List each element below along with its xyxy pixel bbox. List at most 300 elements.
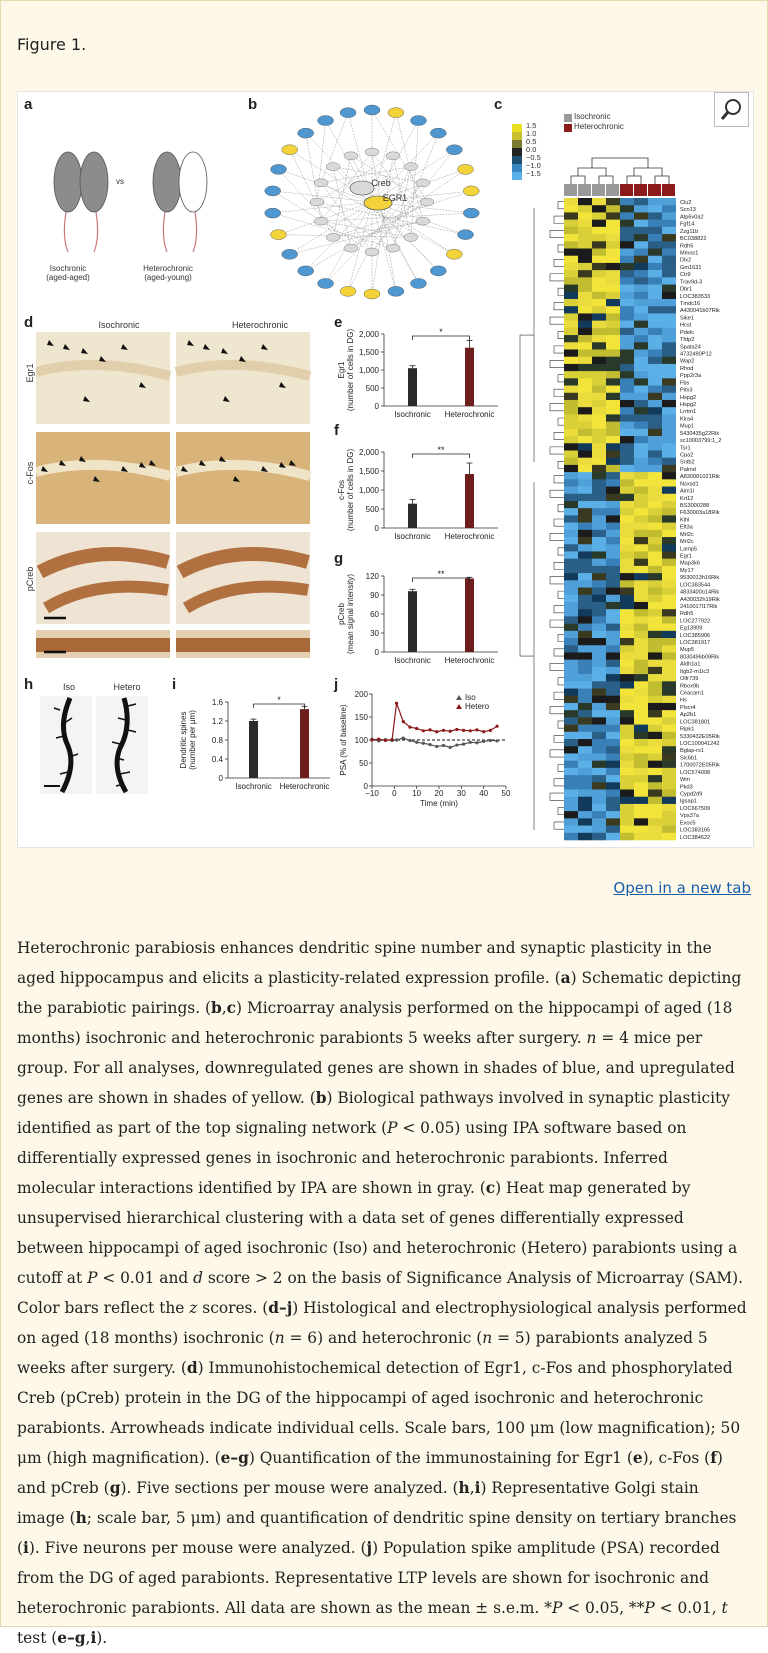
heatmap-cell (620, 616, 634, 624)
gene-label: Map3k6 (680, 560, 700, 567)
dendrogram-branch (558, 548, 564, 555)
heatmap-cell (634, 263, 648, 271)
heatmap-cell (606, 696, 620, 704)
data-point (489, 729, 492, 732)
gene-label: Tfdp2 (680, 337, 695, 344)
isochronic-legend-swatch (564, 114, 572, 122)
zscore-label: 1.5 (526, 121, 537, 130)
heatmap-cell (648, 414, 662, 422)
heatmap-cell (634, 523, 648, 531)
bar (408, 368, 417, 406)
group-bar-cell (634, 184, 647, 196)
heatmap-cell (564, 609, 578, 617)
heatmap-cell (662, 739, 676, 747)
data-point (462, 743, 465, 746)
heatmap-cell (620, 277, 634, 285)
group-bar-cell (606, 184, 619, 196)
dendrogram-branch (550, 447, 564, 454)
dendrogram-branch (550, 230, 564, 237)
data-point (449, 730, 452, 733)
column-dendrogram (571, 158, 669, 184)
gene-label: A430032h19Rik (680, 596, 720, 603)
heatmap-cell (662, 292, 676, 300)
heatmap-cell (606, 804, 620, 812)
heatmap-cell (564, 270, 578, 278)
gene-label: Elt3a (680, 524, 693, 531)
heatmap-cell (662, 364, 676, 372)
network-node (282, 145, 298, 155)
y-axis-label: (mean signal intensity) (346, 573, 355, 655)
heatmap-cell (662, 422, 676, 430)
heatmap-cell (592, 494, 606, 502)
heatmap-cell (606, 328, 620, 336)
heatmap-cell (662, 472, 676, 480)
network-node (463, 186, 479, 196)
zscore-label: 1.0 (526, 129, 537, 138)
heatmap-cell (662, 725, 676, 733)
gene-label: Trav9d-3 (680, 279, 703, 286)
heatmap-cell (578, 241, 592, 249)
heatmap-cell (564, 241, 578, 249)
heatmap-cell (620, 551, 634, 559)
heatmap-cell (606, 400, 620, 408)
heatmap-cell (634, 494, 648, 502)
heatmap-cell (634, 782, 648, 790)
gene-label: Olfr739 (680, 676, 699, 683)
gene-label: Atp6v0a2 (680, 214, 704, 221)
y-tick-label: 500 (365, 505, 379, 514)
heatmap-cell (564, 256, 578, 264)
heatmap-cell (620, 681, 634, 689)
heatmap-cell (592, 739, 606, 747)
heatmap-cell (564, 414, 578, 422)
caption-segment: < 0.01 and (97, 1269, 194, 1287)
heatmap-cell (564, 472, 578, 480)
heatmap-cell (578, 631, 592, 639)
heatmap-cell (578, 371, 592, 379)
heatmap-cell (606, 725, 620, 733)
heatmap-cell (606, 422, 620, 430)
heatmap-cell (648, 811, 662, 819)
heatmap-cell (592, 443, 606, 451)
network-node (364, 105, 380, 115)
heatmap-cell (648, 248, 662, 256)
data-point (377, 737, 380, 740)
heatmap-cell (620, 768, 634, 776)
heatmap-cell (620, 631, 634, 639)
heatmap-cell (634, 378, 648, 386)
heatmap-cell (662, 566, 676, 574)
heatmap-cell (662, 833, 676, 841)
heatmap-cell (592, 703, 606, 711)
heatmap-cell (578, 609, 592, 617)
y-tick-label: 0 (374, 402, 379, 411)
heatmap-cell (620, 674, 634, 682)
y-tick-label: 1,500 (358, 348, 379, 357)
heatmap-cell (578, 523, 592, 531)
open-in-new-tab-link[interactable]: Open in a new tab (613, 879, 751, 897)
heatmap-cell (662, 508, 676, 516)
heatmap-cell (578, 465, 592, 473)
heatmap-cell (620, 465, 634, 473)
heatmap-cell (662, 263, 676, 271)
heatmap-cell (578, 790, 592, 798)
heatmap-cell (634, 826, 648, 834)
dendrogram-branch (554, 822, 564, 829)
data-point (391, 738, 394, 741)
heatmap-cell (620, 523, 634, 531)
heatmap-cell (564, 205, 578, 213)
row-dendrogram (520, 202, 564, 830)
heatmap-cell (592, 753, 606, 761)
zoom-button[interactable] (714, 92, 749, 127)
heatmap-cell (648, 479, 662, 487)
heatmap-cell (578, 833, 592, 841)
heatmap-cell (648, 782, 662, 790)
x-tick-label: 40 (479, 789, 489, 798)
heatmap-cell (620, 508, 634, 516)
isochronic-pair-label: Isochronic (aged-aged) (46, 264, 90, 282)
network-node (410, 116, 426, 126)
caption-segment: e–g (57, 1629, 86, 1647)
heatmap-cell (620, 248, 634, 256)
y-tick-label: 0 (363, 782, 368, 791)
heatmap-cell (620, 710, 634, 718)
heatmap-cell (606, 263, 620, 271)
gene-label: Mup5 (680, 647, 694, 654)
heatmap-cell (648, 198, 662, 206)
heatmap-cell (662, 248, 676, 256)
gene-label: Zzg11b (680, 228, 699, 235)
heatmap-cell (634, 220, 648, 228)
heatmap-cell (620, 559, 634, 567)
heatmap-cell (578, 667, 592, 675)
heatmap-cell (634, 609, 648, 617)
heatmap-cell (606, 530, 620, 538)
heatmap-cell (662, 609, 676, 617)
figure-image[interactable] (17, 91, 754, 848)
gene-label: LOC385906 (680, 632, 711, 639)
gene-label: Ceacam1 (680, 690, 704, 697)
gene-label: Clu2 (680, 200, 692, 207)
caption-segment: P (87, 1269, 98, 1287)
heatmap-cell (662, 573, 676, 581)
heatmap-cell (592, 732, 606, 740)
caption-segment: P (387, 1119, 398, 1137)
network-node (270, 164, 286, 174)
heatmap-cell (592, 220, 606, 228)
heatmap-cell (606, 537, 620, 545)
heatmap-cell (564, 479, 578, 487)
data-point (428, 728, 431, 731)
heatmap-cell (564, 227, 578, 235)
caption-segment: P (551, 1599, 563, 1617)
heatmap-cell (620, 573, 634, 581)
gene-label: Tsr1 (680, 445, 691, 452)
heatmap-cell (578, 443, 592, 451)
heatmap-cell (634, 465, 648, 473)
heatmap-cell (634, 508, 648, 516)
heatmap-cell (606, 580, 620, 588)
legend-marker (456, 695, 462, 700)
heatmap-cell (578, 270, 592, 278)
network-node (365, 248, 379, 256)
heatmap-cell (648, 205, 662, 213)
gene-label: Cypd2d9 (680, 791, 703, 798)
gene-label: Mrl2c (680, 539, 694, 546)
data-point (482, 740, 485, 743)
gene-label: BS3000288 (680, 502, 710, 509)
gene-label: LOC277922 (680, 618, 711, 625)
caption-segment: a (560, 969, 571, 987)
gene-label: Hs (680, 697, 687, 704)
parabiosis-schematic (32, 142, 232, 262)
heatmap-cell (634, 696, 648, 704)
network-node (446, 249, 462, 259)
heatmap-cell (634, 537, 648, 545)
heatmap-cell (634, 652, 648, 660)
caption-segment: , (85, 1629, 91, 1647)
heterochronic-pair-label: Heterochronic (aged-young) (143, 264, 193, 282)
heatmap-cell (578, 342, 592, 350)
heatmap-cell (564, 551, 578, 559)
heatmap-cell (564, 616, 578, 624)
heatmap-cell (564, 717, 578, 725)
heatmap-cell (620, 652, 634, 660)
network-node (326, 233, 340, 241)
caption-segment: i (23, 1539, 29, 1557)
caption-segment: n (482, 1329, 493, 1347)
heatmap-cell (578, 725, 592, 733)
histology-row-cfos: c-Fos (25, 461, 35, 485)
heatmap-cell (564, 349, 578, 357)
heatmap-cell (620, 501, 634, 509)
heatmap-cell (620, 494, 634, 502)
heatmap-cell (620, 580, 634, 588)
heatmap-cell (592, 782, 606, 790)
heatmap-cell (634, 530, 648, 538)
y-tick-label: 200 (354, 690, 368, 699)
gene-label: Tmdc16 (680, 301, 701, 308)
creb-node-label: Creb (371, 178, 391, 188)
heatmap-cell (620, 761, 634, 769)
heatmap-cell (662, 487, 676, 495)
heatmap-cell (634, 580, 648, 588)
caption-segment: < 0.01, (654, 1599, 722, 1617)
gene-label: My17 (680, 567, 694, 574)
caption-segment: i (90, 1629, 97, 1647)
caption-segment: ) Schematic depicting the parabiotic pairings. ( (17, 969, 742, 1017)
gene-label: LOC384622 (680, 834, 711, 841)
heatmap-cell (620, 660, 634, 668)
heatmap-cell (578, 804, 592, 812)
gene-label: Sntb2 (680, 459, 695, 466)
heatmap-cell (620, 479, 634, 487)
heatmap-cell (606, 667, 620, 675)
heatmap-cell (578, 537, 592, 545)
data-point (402, 737, 405, 740)
heatmap-cell (564, 746, 578, 754)
heatmap-cell (578, 739, 592, 747)
heatmap-cell (648, 487, 662, 495)
heatmap-cell (578, 660, 592, 668)
heatmap-cell (606, 285, 620, 293)
heatmap-cell (648, 313, 662, 321)
heatmap-cell (578, 624, 592, 632)
y-tick-label: 150 (354, 713, 368, 722)
heatmap-cell (620, 537, 634, 545)
dendrogram-branch (550, 490, 564, 497)
heatmap-cell (648, 631, 662, 639)
heatmap-cell (648, 739, 662, 747)
x-tick-label: Heterochronic (279, 782, 330, 791)
heatmap-cell (564, 645, 578, 653)
heatmap-cell (592, 328, 606, 336)
heatmap-cell (578, 530, 592, 538)
heatmap-cell (648, 544, 662, 552)
heatmap-cell (564, 826, 578, 834)
legend-label: Iso (465, 693, 476, 702)
heatmap-cell (564, 306, 578, 314)
heatmap-cell (606, 321, 620, 329)
heatmap-cell (592, 710, 606, 718)
dendrogram-branch (554, 519, 564, 526)
heatmap-cell (648, 349, 662, 357)
caption-segment: c (226, 999, 237, 1017)
heatmap-cell (606, 645, 620, 653)
heatmap-cell (620, 609, 634, 617)
network-node (410, 278, 426, 288)
network-edge (317, 202, 466, 235)
vs-label: vs (116, 177, 124, 186)
heatmap-cell (662, 299, 676, 307)
heatmap-cell (578, 746, 592, 754)
heatmap-cell (606, 739, 620, 747)
network-node (388, 108, 404, 118)
heatmap-cell (662, 559, 676, 567)
dendrogram-branch (558, 808, 564, 815)
heatmap-cell (592, 378, 606, 386)
bar (408, 591, 417, 652)
caption-segment: b (211, 999, 222, 1017)
heatmap-cell (592, 400, 606, 408)
heatmap-cell (620, 732, 634, 740)
dendrogram-branch (550, 663, 564, 670)
heatmap-cell (564, 436, 578, 444)
heatmap-cell (578, 696, 592, 704)
data-point (384, 739, 387, 742)
heatmap-cell (620, 746, 634, 754)
heatmap-cell (592, 371, 606, 379)
heatmap-cell (564, 299, 578, 307)
heatmap-cell (620, 458, 634, 466)
heatmap-cell (648, 703, 662, 711)
heatmap-cell (592, 450, 606, 458)
gene-label: Exoc5 (680, 820, 696, 827)
caption-segment: < 0.05, ** (562, 1599, 645, 1617)
heatmap-cell (662, 458, 676, 466)
gene-label: 8030496b09Rik (680, 654, 720, 661)
heatmap-cell (606, 609, 620, 617)
heatmap-cell (592, 588, 606, 596)
data-point (422, 742, 425, 745)
heatmap-cell (620, 393, 634, 401)
heatmap-cell (578, 472, 592, 480)
network-node (318, 278, 334, 288)
heatmap-cell (606, 299, 620, 307)
heatmap-cell (606, 602, 620, 610)
legend-marker (456, 704, 462, 709)
heatmap-cell (606, 631, 620, 639)
heatmap-cell (648, 537, 662, 545)
histology-panel (176, 432, 310, 524)
heatmap-cell (578, 479, 592, 487)
isochronic-legend-label: Isochronic (574, 112, 611, 121)
heatmap-cell (620, 335, 634, 343)
heatmap-cell (564, 818, 578, 826)
heatmap-cell (606, 349, 620, 357)
heatmap-cell (578, 573, 592, 581)
heatmap-cell (578, 335, 592, 343)
heatmap-cell (564, 508, 578, 516)
heatmap-cell (564, 775, 578, 783)
heatmap-cell (648, 234, 662, 242)
gene-label: Klhl (680, 517, 690, 524)
gene-label: Bglap-rs1 (680, 748, 704, 755)
caption-segment: < 0.05) using IPA software based on differentially expressed genes in isochronic and heterochronic parabionts. Inferred molecular interactions identified by IPA are shown in gray. ( (17, 1119, 687, 1197)
significance-marker: ** (437, 445, 445, 455)
heatmap-cell (564, 689, 578, 697)
heatmap-cell (564, 422, 578, 430)
heatmap-cell (564, 328, 578, 336)
heatmap-cell (564, 833, 578, 841)
caption-segment: b (315, 1089, 327, 1107)
heatmap-cell (606, 494, 620, 502)
heatmap-cell (578, 400, 592, 408)
heatmap-cell (606, 797, 620, 805)
heatmap-cell (606, 588, 620, 596)
heatmap-cell (578, 826, 592, 834)
gene-label: F630003a18Rik (680, 510, 720, 517)
heatmap-cell (648, 566, 662, 574)
heatmap-cell (634, 299, 648, 307)
heatmap-cell (564, 696, 578, 704)
zscore-label: −0.5 (526, 153, 541, 162)
heatmap-cell (606, 573, 620, 581)
heatmap-cell (606, 436, 620, 444)
heatmap-cell (648, 551, 662, 559)
heatmap-cell (606, 371, 620, 379)
heatmap-cell (592, 717, 606, 725)
data-point (402, 720, 405, 723)
golgi-col-iso: Iso (62, 682, 75, 692)
dendrogram-branch (554, 476, 564, 483)
heatmap-cell (564, 263, 578, 271)
heatmap-cell (592, 811, 606, 819)
heatmap-cell (592, 551, 606, 559)
dendrogram-branch (554, 779, 564, 786)
heatmap-cell (564, 544, 578, 552)
gene-label: 4732490P12 (680, 351, 712, 358)
heatmap-cell (564, 371, 578, 379)
heatmap-cell (648, 212, 662, 220)
gene-label: Hcst (680, 322, 692, 329)
y-tick-label: 0 (374, 524, 379, 533)
network-node (364, 289, 380, 299)
heatmap-cell (606, 818, 620, 826)
heatmap-cell (662, 580, 676, 588)
heatmap-cell (620, 826, 634, 834)
